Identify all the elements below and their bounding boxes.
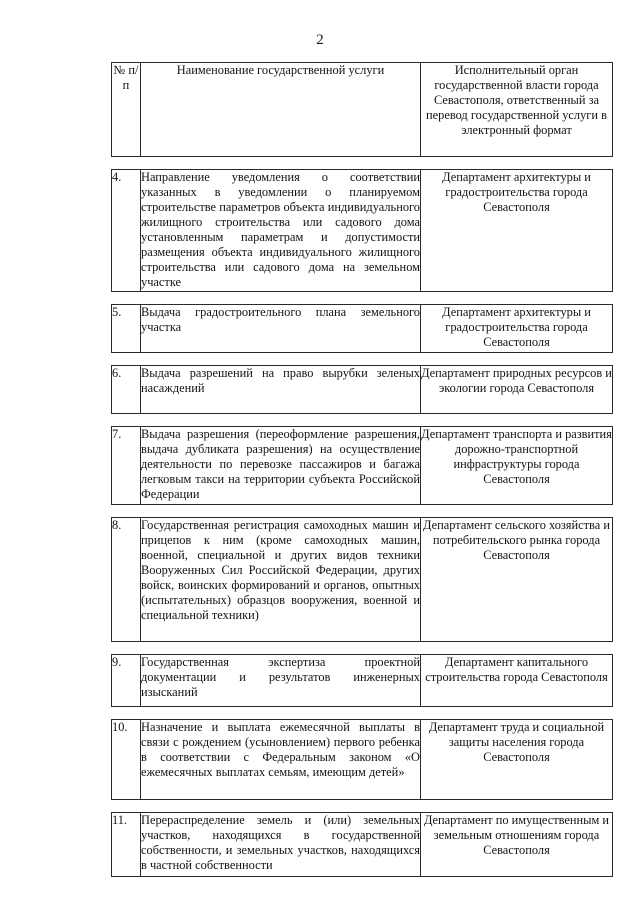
header-row bbox=[112, 63, 613, 157]
table-row bbox=[112, 170, 613, 292]
row-number: 9. bbox=[112, 655, 141, 707]
services-table bbox=[111, 62, 613, 877]
header-authority: Исполнительный орган государственной власти города Севастополя, ответственный за перевод государственной услуги в электронный формат bbox=[421, 63, 613, 157]
row-service: Направление уведомления о соответствии указанных в уведомлении о планируемом строительстве параметров объекта индивидуального жилищного строительства или садового дома установленным параметрам и допустимости размещения объекта индивидуального жилищного строительства или садового дома на земельном участке bbox=[141, 170, 421, 292]
table-row bbox=[112, 813, 613, 877]
row-number: 11. bbox=[112, 813, 141, 877]
row-authority: Департамент по имущественным и земельным отношениям города Севастополя bbox=[421, 813, 613, 877]
row-authority: Департамент природных ресурсов и экологии города Севастополя bbox=[421, 366, 613, 414]
row-authority: Департамент капитального строительства города Севастополя bbox=[421, 655, 613, 707]
header-service: Наименование государственной услуги bbox=[141, 63, 421, 157]
row-number: 6. bbox=[112, 366, 141, 414]
row-service: Выдача разрешений на право вырубки зеленых насаждений bbox=[141, 366, 421, 414]
table-row bbox=[112, 655, 613, 707]
row-authority: Департамент архитектуры и градостроительства города Севастополя bbox=[421, 170, 613, 292]
row-number: 8. bbox=[112, 518, 141, 642]
row-authority: Департамент транспорта и развития дорожно-транспортной инфраструктуры города Севастополя bbox=[421, 427, 613, 505]
row-service: Выдача градостроительного плана земельного участка bbox=[141, 305, 421, 353]
row-number: 7. bbox=[112, 427, 141, 505]
row-service: Государственная экспертиза проектной документации и результатов инженерных изысканий bbox=[141, 655, 421, 707]
table-row bbox=[112, 366, 613, 414]
table-row bbox=[112, 305, 613, 353]
header-number: № п/п bbox=[112, 63, 141, 157]
row-authority: Департамент сельского хозяйства и потребительского рынка города Севастополя bbox=[421, 518, 613, 642]
page-number: 2 bbox=[316, 32, 324, 48]
row-number: 4. bbox=[112, 170, 141, 292]
row-number: 5. bbox=[112, 305, 141, 353]
table-row bbox=[112, 518, 613, 642]
table-row bbox=[112, 720, 613, 800]
row-number: 10. bbox=[112, 720, 141, 800]
row-authority: Департамент труда и социальной защиты населения города Севастополя bbox=[421, 720, 613, 800]
row-service: Назначение и выплата ежемесячной выплаты в связи с рождением (усыновлением) первого ребенка в соответствии с Федеральным законом «О ежемесячных выплатах семьям, имеющим детей» bbox=[141, 720, 421, 800]
row-service: Перераспределение земель и (или) земельных участков, находящихся в государственной собственности, и земельных участков, находящихся в частной собственности bbox=[141, 813, 421, 877]
row-authority: Департамент архитектуры и градостроительства города Севастополя bbox=[421, 305, 613, 353]
row-service: Государственная регистрация самоходных машин и прицепов к ним (кроме самоходных машин, военной, специальной и других видов техники Вооруженных Сил Российской Федерации, других войск, воинских формирований и органов, опытных (испытательных) образцов вооружения, военной и специальной техники) bbox=[141, 518, 421, 642]
row-service: Выдача разрешения (переоформление разрешения, выдача дубликата разрешения) на осуществление деятельности по перевозке пассажиров и багажа легковым такси на территории субъекта Российской Федерации bbox=[141, 427, 421, 505]
table-row bbox=[112, 427, 613, 505]
